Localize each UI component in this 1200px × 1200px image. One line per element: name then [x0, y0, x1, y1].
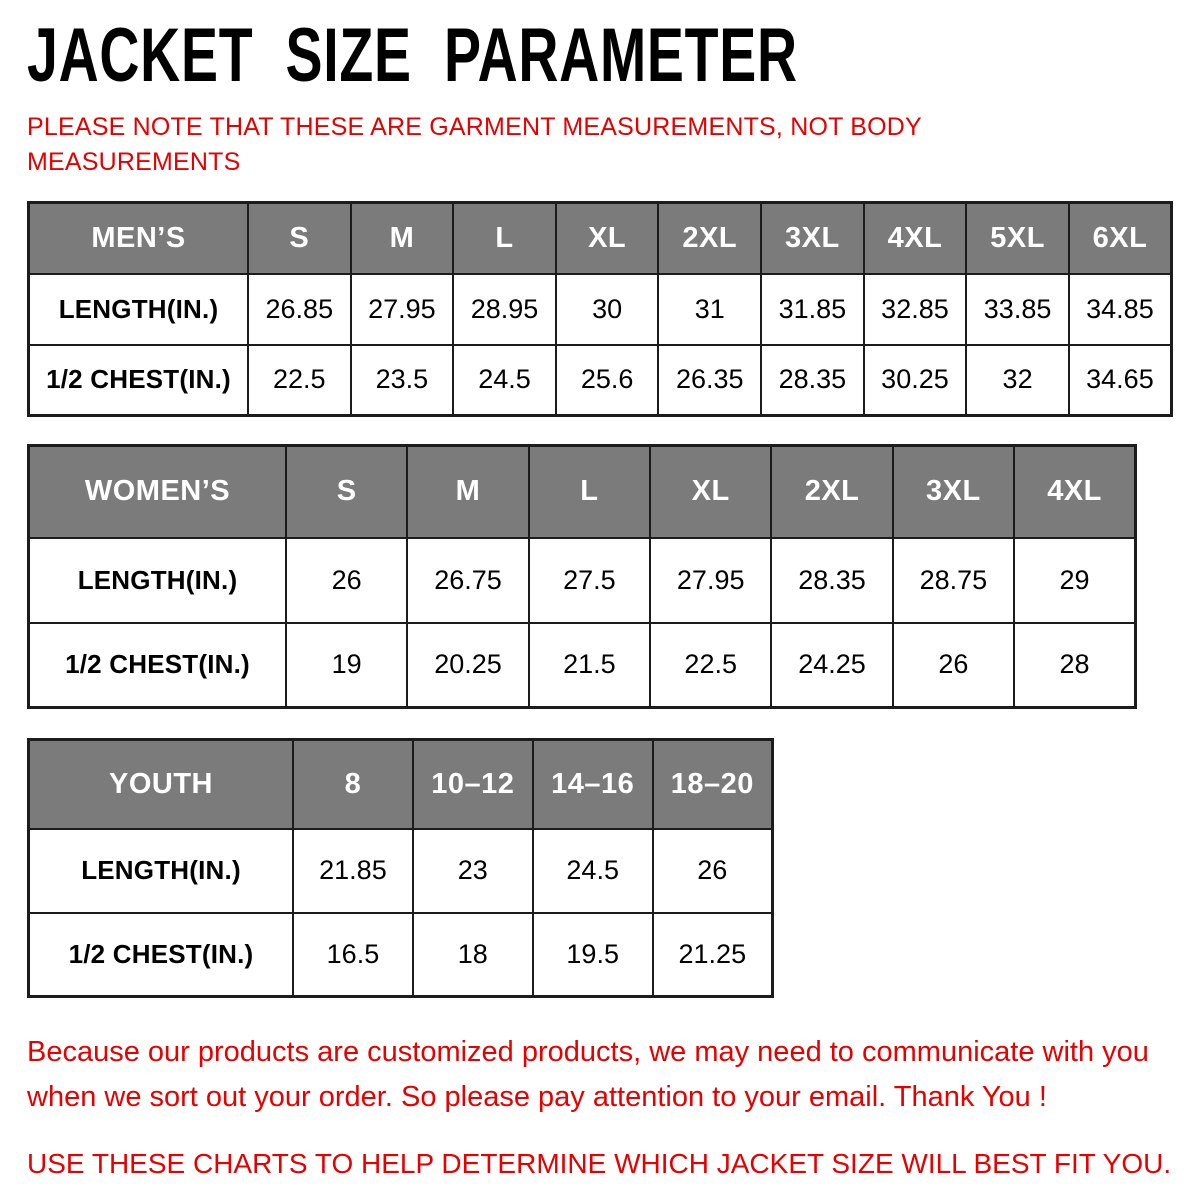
measurement-value-cell: 33.85 — [966, 274, 1069, 345]
measurement-label-cell: 1/2 CHEST(IN.) — [29, 913, 294, 997]
measurement-value-cell: 29 — [1014, 538, 1135, 623]
table-title-cell: YOUTH — [29, 740, 294, 829]
measurement-value-cell: 18 — [413, 913, 533, 997]
youth-size-table — [27, 738, 774, 998]
size-column-header: 14–16 — [533, 740, 653, 829]
measurement-value-cell: 19 — [286, 623, 407, 708]
measurement-value-cell: 26.85 — [248, 274, 351, 345]
size-column-header: 5XL — [966, 203, 1069, 274]
measurement-value-cell: 22.5 — [248, 345, 351, 416]
garment-measurement-note: PLEASE NOTE THAT THESE ARE GARMENT MEASUREMENTS, NOT BODY MEASUREMENTS — [27, 113, 922, 176]
size-column-header: 6XL — [1069, 203, 1172, 274]
size-column-header: S — [248, 203, 351, 274]
size-header-row — [29, 740, 773, 829]
size-column-header: 18–20 — [653, 740, 773, 829]
measurement-label-cell: LENGTH(IN.) — [29, 274, 249, 345]
measurement-label-cell: 1/2 CHEST(IN.) — [29, 345, 249, 416]
measurement-label-cell: LENGTH(IN.) — [29, 829, 294, 913]
size-column-header: XL — [556, 203, 659, 274]
measurement-value-cell: 34.85 — [1069, 274, 1172, 345]
chart-usage-note: USE THESE CHARTS TO HELP DETERMINE WHICH JACKET SIZE WILL BEST FIT YOU. — [27, 1147, 1172, 1179]
measurement-value-cell: 21.85 — [293, 829, 413, 913]
measurement-value-cell: 28.35 — [761, 345, 864, 416]
mens-size-table — [27, 201, 1173, 417]
measurement-value-cell: 26 — [653, 829, 773, 913]
measurement-row — [29, 345, 1172, 416]
page-title: JACKET SIZE PARAMETER — [27, 13, 798, 98]
measurement-row — [29, 538, 1136, 623]
measurement-value-cell: 27.95 — [650, 538, 771, 623]
measurement-value-cell: 28.95 — [453, 274, 556, 345]
size-column-header: M — [407, 446, 528, 538]
size-column-header: L — [453, 203, 556, 274]
measurement-value-cell: 21.5 — [529, 623, 650, 708]
womens-size-table — [27, 444, 1137, 709]
measurement-value-cell: 24.25 — [771, 623, 892, 708]
measurement-row — [29, 623, 1136, 708]
measurement-value-cell: 20.25 — [407, 623, 528, 708]
measurement-value-cell: 23.5 — [351, 345, 454, 416]
size-column-header: 3XL — [761, 203, 864, 274]
table-title-cell: MEN’S — [29, 203, 249, 274]
measurement-value-cell: 24.5 — [453, 345, 556, 416]
size-column-header: 3XL — [893, 446, 1014, 538]
measurement-row — [29, 274, 1172, 345]
size-column-header: 10–12 — [413, 740, 533, 829]
measurement-value-cell: 23 — [413, 829, 533, 913]
measurement-value-cell: 30.25 — [864, 345, 967, 416]
measurement-label-cell: LENGTH(IN.) — [29, 538, 287, 623]
measurement-value-cell: 26.35 — [658, 345, 761, 416]
size-column-header: 4XL — [1014, 446, 1135, 538]
size-column-header: L — [529, 446, 650, 538]
measurement-value-cell: 26 — [893, 623, 1014, 708]
measurement-value-cell: 32.85 — [864, 274, 967, 345]
measurement-value-cell: 28.35 — [771, 538, 892, 623]
size-column-header: 2XL — [658, 203, 761, 274]
measurement-value-cell: 28 — [1014, 623, 1135, 708]
measurement-value-cell: 34.65 — [1069, 345, 1172, 416]
measurement-value-cell: 21.25 — [653, 913, 773, 997]
table-title-cell: WOMEN’S — [29, 446, 287, 538]
customization-notice: Because our products are customized products, we may need to communicate with you when we sort out your order. So please pay attention to your email. Thank You ! — [27, 1036, 1149, 1113]
size-header-row — [29, 446, 1136, 538]
measurement-row — [29, 829, 773, 913]
measurement-value-cell: 31.85 — [761, 274, 864, 345]
measurement-row — [29, 913, 773, 997]
measurement-value-cell: 19.5 — [533, 913, 653, 997]
measurement-label-cell: 1/2 CHEST(IN.) — [29, 623, 287, 708]
measurement-value-cell: 27.5 — [529, 538, 650, 623]
measurement-value-cell: 31 — [658, 274, 761, 345]
measurement-value-cell: 25.6 — [556, 345, 659, 416]
size-column-header: S — [286, 446, 407, 538]
measurement-value-cell: 26.75 — [407, 538, 528, 623]
size-header-row — [29, 203, 1172, 274]
measurement-value-cell: 24.5 — [533, 829, 653, 913]
measurement-value-cell: 26 — [286, 538, 407, 623]
size-column-header: XL — [650, 446, 771, 538]
measurement-value-cell: 22.5 — [650, 623, 771, 708]
measurement-value-cell: 30 — [556, 274, 659, 345]
size-column-header: M — [351, 203, 454, 274]
measurement-value-cell: 16.5 — [293, 913, 413, 997]
measurement-value-cell: 27.95 — [351, 274, 454, 345]
measurement-value-cell: 28.75 — [893, 538, 1014, 623]
size-column-header: 4XL — [864, 203, 967, 274]
measurement-value-cell: 32 — [966, 345, 1069, 416]
size-column-header: 8 — [293, 740, 413, 829]
size-column-header: 2XL — [771, 446, 892, 538]
